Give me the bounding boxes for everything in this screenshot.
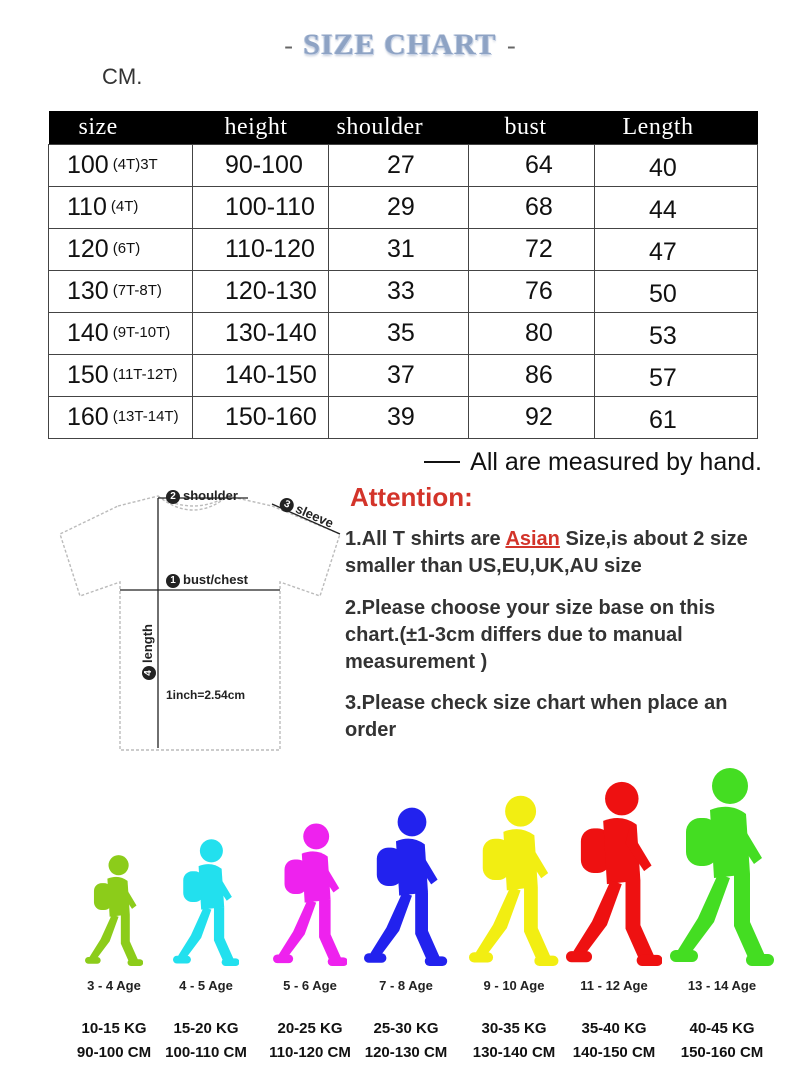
- attention-item-1: [345, 526, 765, 580]
- size-alt: (13T-14T): [112, 407, 179, 425]
- size-alt: (7T-8T): [112, 281, 162, 299]
- shoulder-num-icon: 2: [166, 490, 180, 504]
- size-value: 120: [67, 234, 109, 263]
- age-label: 4 - 5 Age: [179, 978, 233, 993]
- sleeve-num-icon: 3: [277, 496, 295, 514]
- height-label: 110-120 CM: [269, 1044, 351, 1061]
- length-cell: 40: [595, 144, 758, 186]
- height-label: 90-100 CM: [76, 1044, 152, 1061]
- size-cell: [49, 270, 193, 312]
- shirt-diagram: [58, 484, 348, 754]
- length-cell: 61: [595, 396, 758, 438]
- age-label: 13 - 14 Age: [687, 978, 757, 993]
- size-alt: (9T-10T): [112, 323, 171, 341]
- weight-label: 35-40 KG: [581, 1020, 647, 1037]
- age-label: 5 - 6 Age: [283, 978, 337, 993]
- weight-label: 40-45 KG: [689, 1020, 755, 1037]
- shoulder-cell: 33: [329, 270, 469, 312]
- kids-row: [0, 770, 800, 1082]
- size-table: [48, 111, 758, 439]
- height-label: 140-150 CM: [572, 1044, 656, 1061]
- bust-label: [166, 572, 248, 588]
- size-table-body: [49, 144, 758, 438]
- size-value: 130: [67, 276, 109, 305]
- height-cell: 140-150: [193, 354, 329, 396]
- shoulder-cell: 29: [329, 186, 469, 228]
- height-cell: 120-130: [193, 270, 329, 312]
- header-bust: bust: [469, 111, 595, 144]
- table-row: [49, 228, 758, 270]
- sleeve-text: sleeve: [293, 500, 336, 531]
- size-value: 160: [67, 402, 109, 431]
- page-title: SIZE CHART: [303, 28, 497, 61]
- child-silhouette-icon: [364, 806, 447, 966]
- length-cell: 50: [595, 270, 758, 312]
- bust-cell: 80: [469, 312, 595, 354]
- length-label: [140, 624, 156, 680]
- header-size: size: [49, 111, 193, 144]
- length-cell: 44: [595, 186, 758, 228]
- child-silhouette-icon: [85, 854, 143, 966]
- child-silhouette-icon: [469, 794, 558, 966]
- header-height: height: [193, 111, 329, 144]
- size-value: 110: [67, 192, 107, 221]
- shoulder-cell: 27: [329, 144, 469, 186]
- tshirt-outline-icon: [58, 484, 348, 754]
- child-silhouette-icon: [566, 780, 663, 966]
- shoulder-text: shoulder: [183, 488, 238, 503]
- bust-cell: 68: [469, 186, 595, 228]
- height-label: 130-140 CM: [472, 1044, 556, 1061]
- size-cell: [49, 312, 193, 354]
- header-length: Length: [595, 111, 758, 144]
- attention-item-1-post: Size,is about 2 size smaller than US,EU,UK,AU size: [345, 528, 748, 577]
- table-row: [49, 396, 758, 438]
- length-cell: 53: [595, 312, 758, 354]
- size-alt: (11T-12T): [112, 365, 178, 383]
- attention-item-3: 3.Please check size chart when place an order: [345, 692, 728, 741]
- size-alt: (4T): [110, 197, 139, 215]
- child-silhouette-icon: [670, 766, 774, 966]
- shoulder-cell: 37: [329, 354, 469, 396]
- size-alt: (6T): [112, 239, 141, 257]
- note-text: All are measured by hand.: [470, 448, 762, 476]
- size-cell: [49, 396, 193, 438]
- age-label: 7 - 8 Age: [379, 978, 433, 993]
- shoulder-label: [166, 488, 238, 504]
- attention-item-1-pre: 1.All T shirts are: [345, 528, 506, 550]
- length-num-icon: 4: [142, 666, 156, 680]
- age-label: 9 - 10 Age: [483, 978, 545, 993]
- header-shoulder: shoulder: [329, 111, 469, 144]
- size-value: 140: [67, 318, 109, 347]
- height-label: 150-160 CM: [680, 1044, 764, 1061]
- child-silhouette-icon: [273, 822, 348, 966]
- bust-text: bust/chest: [183, 572, 249, 587]
- age-label: 3 - 4 Age: [87, 978, 141, 993]
- size-value: 100: [67, 150, 109, 179]
- height-cell: 150-160: [193, 396, 329, 438]
- bust-cell: 72: [469, 228, 595, 270]
- table-header-row: [49, 111, 758, 144]
- weight-label: 25-30 KG: [373, 1020, 439, 1037]
- bust-cell: 76: [469, 270, 595, 312]
- age-label: 11 - 12 Age: [580, 978, 648, 993]
- shoulder-cell: 35: [329, 312, 469, 354]
- title-dash-right: -: [507, 31, 516, 60]
- size-cell: [49, 144, 193, 186]
- table-row: [49, 144, 758, 186]
- measure-note: [424, 448, 762, 477]
- bust-cell: 92: [469, 396, 595, 438]
- height-cell: 130-140: [193, 312, 329, 354]
- length-cell: 47: [595, 228, 758, 270]
- size-cell: [49, 228, 193, 270]
- length-cell: 57: [595, 354, 758, 396]
- size-cell: [49, 354, 193, 396]
- note-dash: [424, 461, 460, 463]
- table-row: [49, 186, 758, 228]
- table-row: [49, 270, 758, 312]
- size-alt: (4T)3T: [112, 155, 158, 173]
- inch-conversion: 1inch=2.54cm: [166, 688, 246, 702]
- height-cell: 90-100: [193, 144, 329, 186]
- attention-title: Attention:: [350, 482, 473, 512]
- length-text: length: [140, 624, 155, 663]
- table-row: [49, 354, 758, 396]
- unit-label: CM.: [102, 64, 143, 89]
- weight-label: 30-35 KG: [481, 1020, 547, 1037]
- shoulder-cell: 39: [329, 396, 469, 438]
- table-row: [49, 312, 758, 354]
- bust-cell: 86: [469, 354, 595, 396]
- title-dash-left: -: [284, 31, 293, 60]
- bust-cell: 64: [469, 144, 595, 186]
- weight-label: 10-15 KG: [81, 1020, 147, 1037]
- attention-item-1-asian: Asian: [505, 528, 560, 550]
- height-cell: 100-110: [193, 186, 329, 228]
- size-cell: [49, 186, 193, 228]
- height-cell: 110-120: [193, 228, 329, 270]
- child-silhouette-icon: [173, 838, 240, 966]
- bust-num-icon: 1: [166, 574, 180, 588]
- weight-label: 15-20 KG: [173, 1020, 239, 1037]
- weight-label: 20-25 KG: [277, 1020, 343, 1037]
- title-row: [0, 28, 800, 62]
- height-label: 120-130 CM: [364, 1044, 448, 1061]
- height-label: 100-110 CM: [165, 1044, 247, 1061]
- size-value: 150: [67, 360, 109, 389]
- attention-item-2: 2.Please choose your size base on this chart.(±1-3cm differs due to manual measurement ): [345, 597, 716, 673]
- shoulder-cell: 31: [329, 228, 469, 270]
